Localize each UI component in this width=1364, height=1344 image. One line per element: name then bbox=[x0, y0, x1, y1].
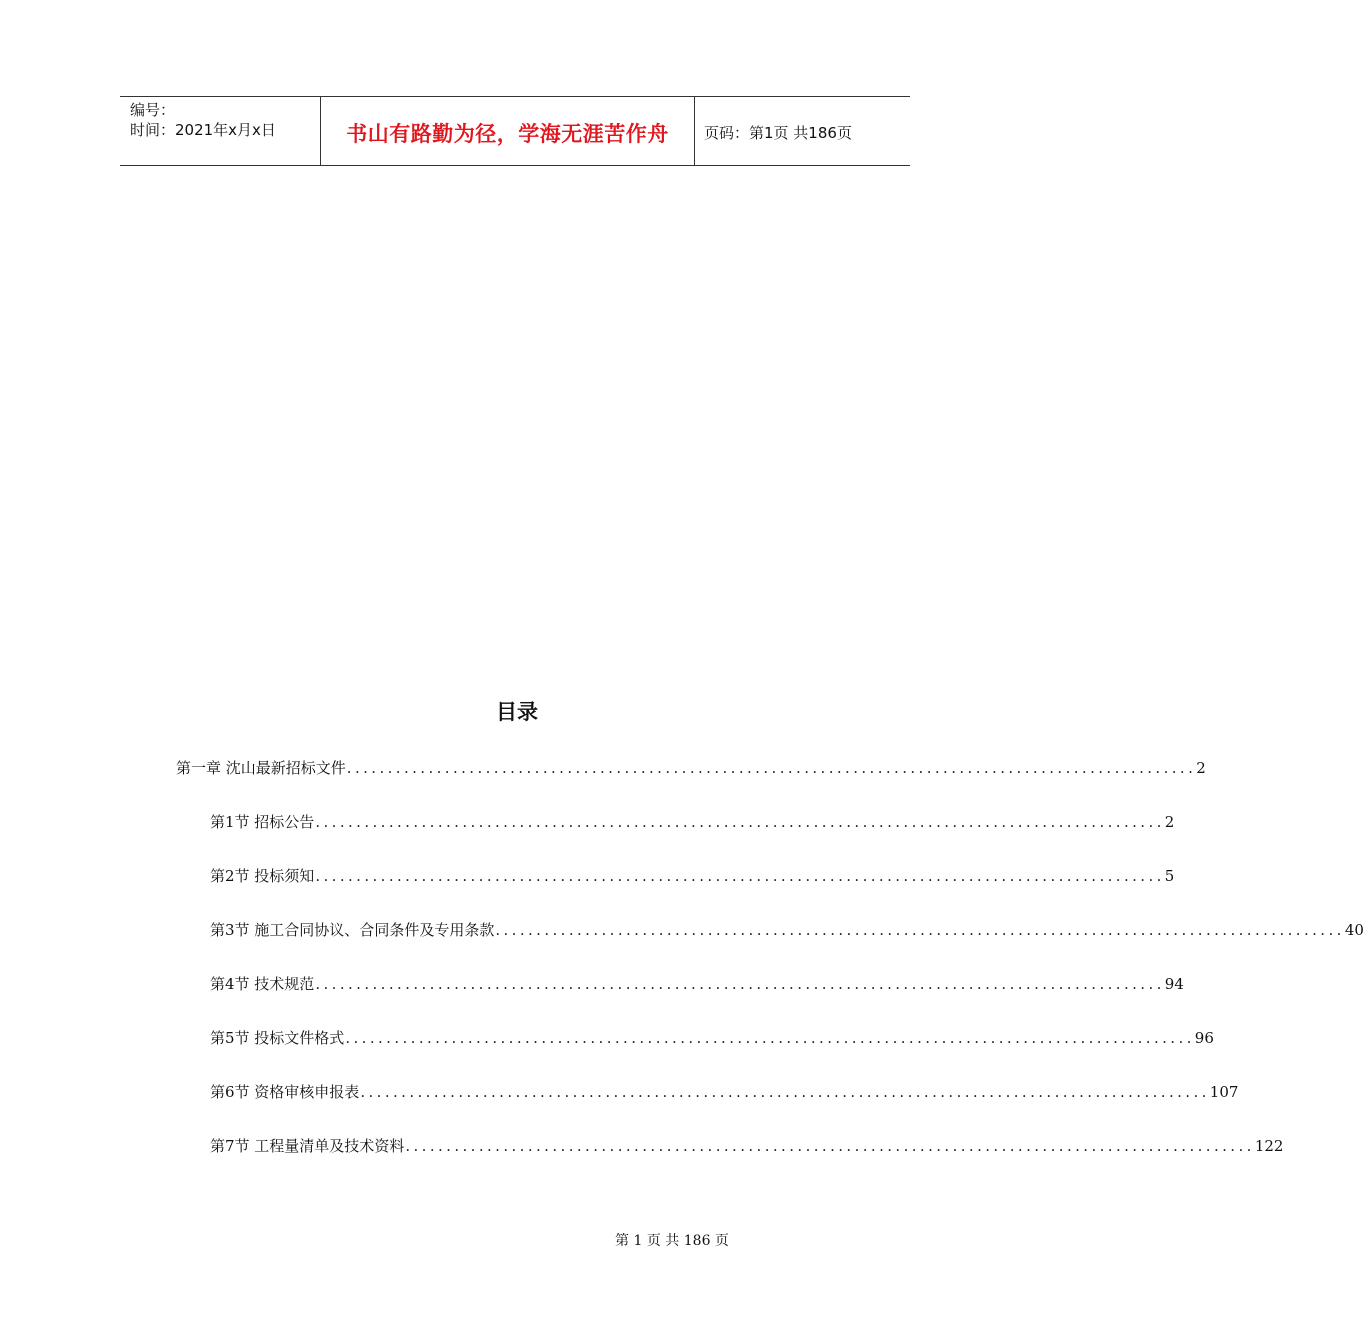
toc-title: 目录 bbox=[496, 700, 538, 724]
toc-entry-label: 第2节 投标须知 bbox=[210, 867, 315, 885]
toc-leader-dots: ........................................................................................................ bbox=[315, 975, 1165, 993]
toc-entry-page: 5 bbox=[1164, 867, 1175, 885]
motto-text: 书山有路勤为径，学海无涯苦作舟 bbox=[346, 122, 669, 146]
toc-entry-page: 96 bbox=[1194, 1029, 1214, 1047]
toc-entry-page: 107 bbox=[1209, 1083, 1239, 1101]
toc-entry-label: 第7节 工程量清单及技术资料 bbox=[210, 1137, 405, 1155]
toc-entry-page: 40 bbox=[1344, 921, 1364, 939]
toc-entry-section-6[interactable] bbox=[210, 1081, 1239, 1103]
header-meta-cell bbox=[120, 97, 320, 165]
toc-entry-label: 第6节 资格审核申报表 bbox=[210, 1083, 360, 1101]
toc-leader-dots: ........................................................................................................ bbox=[495, 921, 1345, 939]
toc-entry-page: 122 bbox=[1254, 1137, 1284, 1155]
toc-entry-page: 2 bbox=[1196, 759, 1206, 777]
toc-entry-section-1[interactable] bbox=[210, 811, 1175, 833]
page-footer: 第 1 页 共 186 页 bbox=[615, 1233, 729, 1249]
toc-entry-page: 2 bbox=[1164, 813, 1175, 831]
serial-number-label: 编号： bbox=[130, 101, 176, 119]
toc-entry-label: 第4节 技术规范 bbox=[210, 975, 315, 993]
toc-entry-label: 第一章 沈山最新招标文件 bbox=[176, 759, 346, 777]
toc-entry-label: 第3节 施工合同协议、合同条件及专用条款 bbox=[210, 921, 495, 939]
toc-entry-label: 第1节 招标公告 bbox=[210, 813, 315, 831]
date-label: 时间：2021年x月x日 bbox=[130, 121, 276, 139]
toc-entry-section-5[interactable] bbox=[210, 1027, 1214, 1049]
toc-entry-chapter-1[interactable] bbox=[176, 757, 1206, 779]
toc-entry-section-3[interactable] bbox=[210, 919, 1364, 941]
toc-entry-section-2[interactable] bbox=[210, 865, 1175, 887]
toc-leader-dots: ........................................................................................................ bbox=[315, 867, 1165, 885]
header-motto-cell bbox=[320, 97, 695, 165]
page-code: 页码：第1页 共186页 bbox=[704, 124, 852, 142]
toc-leader-dots: ........................................................................................................ bbox=[360, 1083, 1210, 1101]
toc-leader-dots: ........................................................................................................ bbox=[315, 813, 1165, 831]
toc-entry-label: 第5节 投标文件格式 bbox=[210, 1029, 345, 1047]
toc-entry-section-7[interactable] bbox=[210, 1135, 1284, 1157]
toc-entry-page: 94 bbox=[1164, 975, 1184, 993]
header-page-cell bbox=[694, 97, 910, 165]
toc-entry-section-4[interactable] bbox=[210, 973, 1184, 995]
toc-leader-dots: ........................................................................................................ bbox=[346, 759, 1197, 777]
toc-leader-dots: ........................................................................................................ bbox=[405, 1137, 1255, 1155]
document-header bbox=[120, 96, 910, 166]
toc-leader-dots: ........................................................................................................ bbox=[345, 1029, 1195, 1047]
